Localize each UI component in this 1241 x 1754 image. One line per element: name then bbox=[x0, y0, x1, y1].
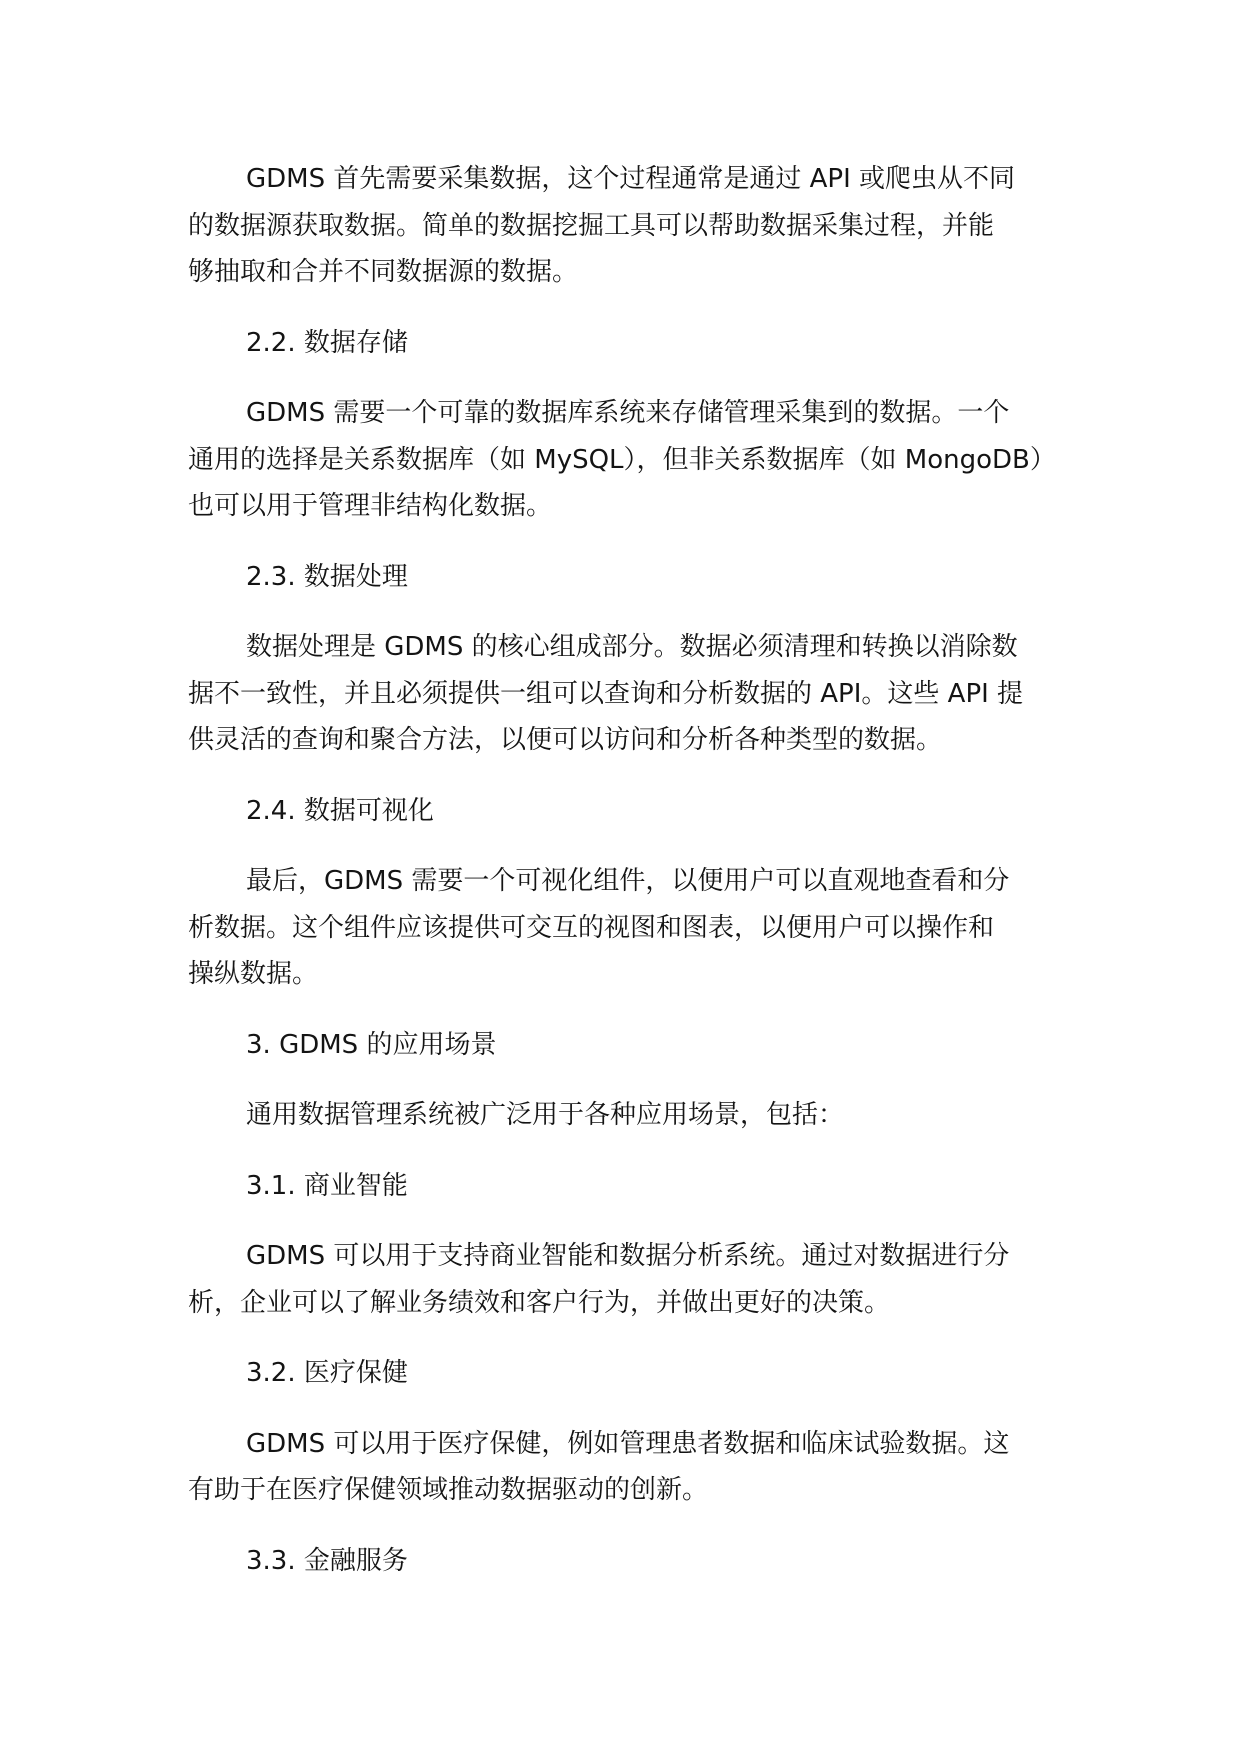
text-line: GDMS 可以用于医疗保健，例如管理患者数据和临床试验数据。这 bbox=[246, 1428, 1010, 1459]
text-line: 析数据。这个组件应该提供可交互的视图和图表，以便用户可以操作和 bbox=[188, 912, 995, 943]
text-line: 析，企业可以了解业务绩效和客户行为，并做出更好的决策。 bbox=[188, 1287, 891, 1318]
text-line: 的数据源获取数据。简单的数据挖掘工具可以帮助数据采集过程，并能 bbox=[188, 210, 995, 241]
section-heading-3-3: 3.3. 金融服务 bbox=[246, 1545, 408, 1576]
text-line: 数据处理是 GDMS 的核心组成部分。数据必须清理和转换以消除数 bbox=[246, 632, 1018, 662]
section-heading-2-2: 2.2. 数据存储 bbox=[246, 327, 408, 358]
text-line: GDMS 需要一个可靠的数据库系统来存储管理采集到的数据。一个 bbox=[246, 398, 1010, 428]
text-line: 够抽取和合并不同数据源的数据。 bbox=[188, 257, 579, 287]
text-line: 最后，GDMS 需要一个可视化组件，以便用户可以直观地查看和分 bbox=[246, 866, 1010, 896]
section-heading-2-3: 2.3. 数据处理 bbox=[246, 561, 408, 592]
paragraph-healthcare bbox=[188, 1421, 1088, 1514]
paragraph-data-processing bbox=[188, 624, 1088, 764]
text-line: 也可以用于管理非结构化数据。 bbox=[188, 491, 553, 521]
document-body bbox=[188, 156, 1088, 1608]
section-heading-3: 3. GDMS 的应用场景 bbox=[246, 1029, 497, 1060]
text-line: 操纵数据。 bbox=[188, 959, 319, 989]
text-line: 供灵活的查询和聚合方法，以便可以访问和分析各种类型的数据。 bbox=[188, 725, 943, 755]
paragraph-data-collection bbox=[188, 156, 1088, 296]
section-heading-2-4: 2.4. 数据可视化 bbox=[246, 795, 434, 826]
text-line: GDMS 首先需要采集数据，这个过程通常是通过 API 或爬虫从不同 bbox=[246, 164, 1016, 194]
paragraph-data-visualization bbox=[188, 858, 1088, 998]
section-heading-3-1: 3.1. 商业智能 bbox=[246, 1170, 408, 1201]
text-line: 通用数据管理系统被广泛用于各种应用场景，包括： bbox=[246, 1100, 845, 1130]
text-line: 有助于在医疗保健领域推动数据驱动的创新。 bbox=[188, 1475, 709, 1505]
section-heading-3-2: 3.2. 医疗保健 bbox=[246, 1358, 408, 1388]
text-line: 据不一致性，并且必须提供一组可以查询和分析数据的 API。这些 API 提 bbox=[188, 678, 1024, 709]
text-line: 通用的选择是关系数据库（如 MySQL），但非关系数据库（如 MongoDB） bbox=[188, 444, 1056, 475]
paragraph-data-storage bbox=[188, 390, 1088, 530]
paragraph-application-intro bbox=[188, 1092, 1088, 1139]
paragraph-business-intelligence bbox=[188, 1233, 1088, 1326]
text-line: GDMS 可以用于支持商业智能和数据分析系统。通过对数据进行分 bbox=[246, 1241, 1010, 1271]
